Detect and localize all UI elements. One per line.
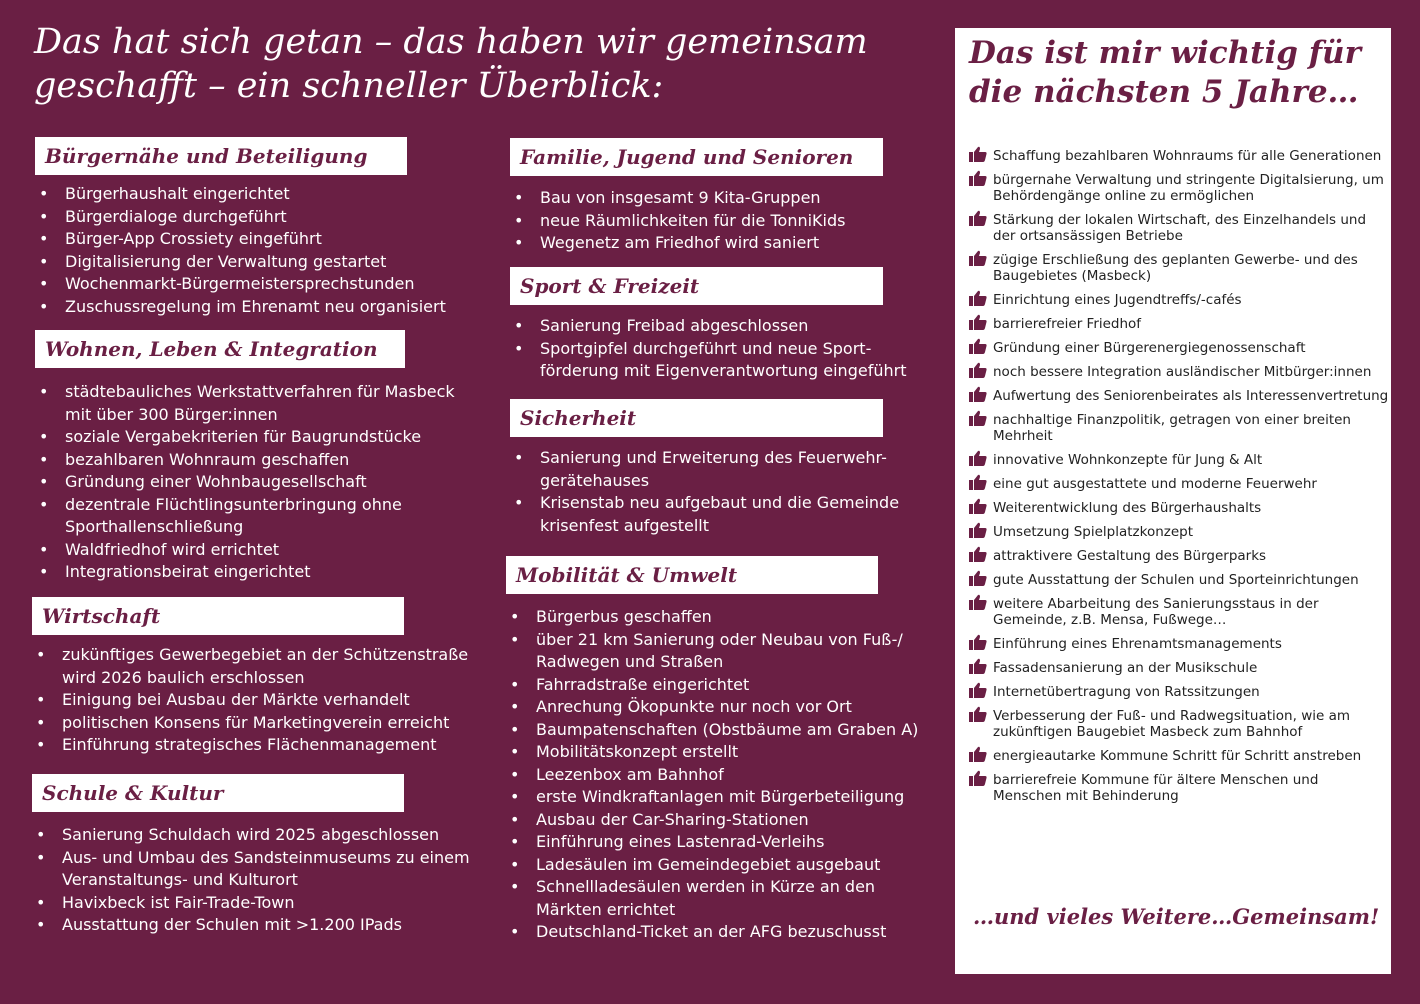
section-title: Bürgernähe und Beteiligung xyxy=(35,137,407,175)
thumbs-up-icon xyxy=(969,594,987,610)
list-item: • Bürger-App Crossiety eingeführt xyxy=(35,228,475,251)
section-mobilitaet xyxy=(506,556,926,944)
list-item: • städtebauliches Werkstattverfahren für Masbeck mit über 300 Bürger:innen xyxy=(35,381,465,426)
list-item: • dezentrale Flüchtlingsunterbringung ohne Sporthallenschließung xyxy=(35,494,465,539)
priority-item xyxy=(969,292,1389,308)
list-item: • bezahlbaren Wohnraum geschaffen xyxy=(35,449,465,472)
list-item: • Mobilitätskonzept erstellt xyxy=(506,741,926,764)
priority-text: Fassadensanierung an der Musikschule xyxy=(993,660,1258,676)
list-item: • Havixbeck ist Fair-Trade-Town xyxy=(32,892,472,915)
thumbs-up-icon xyxy=(969,570,987,586)
priority-text: Aufwertung des Seniorenbeirates als Interessenvertretung xyxy=(993,388,1389,404)
priority-item xyxy=(969,452,1389,468)
priorities-list xyxy=(969,148,1389,812)
list-item: • Digitalisierung der Verwaltung gestartet xyxy=(35,251,475,274)
priorities-panel xyxy=(955,28,1391,974)
bullet-list xyxy=(32,824,472,937)
priority-item xyxy=(969,772,1389,804)
list-item: • Sanierung und Erweiterung des Feuerwehr-gerätehauses xyxy=(510,447,910,492)
priority-text: Weiterentwicklung des Bürgerhaushalts xyxy=(993,500,1262,516)
priority-text: nachhaltige Finanzpolitik, getragen von einer breiten Mehrheit xyxy=(993,412,1351,444)
thumbs-up-icon xyxy=(969,146,987,162)
list-item: • neue Räumlichkeiten für die TonniKids xyxy=(510,210,920,233)
bullet-list xyxy=(510,187,920,255)
bullet-list xyxy=(35,381,465,584)
list-item: • Einführung eines Lastenrad-Verleihs xyxy=(506,831,926,854)
priority-item xyxy=(969,212,1389,244)
list-item: • Ladesäulen im Gemeindegebiet ausgebaut xyxy=(506,854,926,877)
bullet-list xyxy=(510,447,910,537)
list-item: • Gründung einer Wohnbaugesellschaft xyxy=(35,471,465,494)
priority-text: Verbesserung der Fuß- und Radwegsituation, wie am zukünftigen Baugebiet Masbeck zum Bahnhof xyxy=(993,708,1351,740)
thumbs-up-icon xyxy=(969,386,987,402)
list-item: • über 21 km Sanierung oder Neubau von Fuß-/ Radwegen und Straßen xyxy=(506,629,926,674)
priority-item xyxy=(969,660,1389,676)
list-item: • Anrechung Ökopunkte nur noch vor Ort xyxy=(506,696,926,719)
thumbs-up-icon xyxy=(969,634,987,650)
list-item: • Aus- und Umbau des Sandsteinmuseums zu einem Veranstaltungs- und Kulturort xyxy=(32,847,472,892)
priority-item xyxy=(969,636,1389,652)
thumbs-up-icon xyxy=(969,706,987,722)
priorities-title: Das ist mir wichtig für die nächsten 5 Jahre… xyxy=(969,35,1361,110)
section-title: Wohnen, Leben & Integration xyxy=(35,330,405,368)
priority-text: attraktivere Gestaltung des Bürgerparks xyxy=(993,548,1267,564)
list-item: • Einigung bei Ausbau der Märkte verhandelt xyxy=(32,689,472,712)
section-familie xyxy=(510,138,920,255)
section-wirtschaft xyxy=(32,597,472,757)
bullet-list xyxy=(35,183,475,318)
section-title: Sport & Freizeit xyxy=(510,267,883,305)
thumbs-up-icon xyxy=(969,250,987,266)
list-item: • Baumpatenschaften (Obstbäume am Graben A) xyxy=(506,719,926,742)
list-item: • Sanierung Freibad abgeschlossen xyxy=(510,315,920,338)
thumbs-up-icon xyxy=(969,410,987,426)
priority-item xyxy=(969,548,1389,564)
list-item: • soziale Vergabekriterien für Baugrundstücke xyxy=(35,426,465,449)
priority-item xyxy=(969,252,1389,284)
priority-text: barrierefreie Kommune für ältere Menschen und Menschen mit Behinderung xyxy=(993,772,1319,804)
thumbs-up-icon xyxy=(969,498,987,514)
thumbs-up-icon xyxy=(969,522,987,538)
section-sport xyxy=(510,267,920,383)
headline: Das hat sich getan – das haben wir gemeinsam geschafft – ein schneller Überblick: xyxy=(34,22,868,106)
thumbs-up-icon xyxy=(969,338,987,354)
list-item: • Bau von insgesamt 9 Kita-Gruppen xyxy=(510,187,920,210)
thumbs-up-icon xyxy=(969,474,987,490)
list-item: • Einführung strategisches Flächenmanagement xyxy=(32,734,472,757)
priority-item xyxy=(969,412,1389,444)
section-title: Mobilität & Umwelt xyxy=(506,556,878,594)
priority-item xyxy=(969,172,1389,204)
priority-text: noch bessere Integration ausländischer Mitbürger:innen xyxy=(993,364,1372,380)
priority-text: weitere Abarbeitung des Sanierungsstaus in der Gemeinde, z.B. Mensa, Fußwege… xyxy=(993,596,1319,628)
priority-item xyxy=(969,748,1389,764)
section-title: Schule & Kultur xyxy=(32,774,404,812)
list-item: • Ausstattung der Schulen mit >1.200 IPads xyxy=(32,914,472,937)
priority-text: Einführung eines Ehrenamtsmanagements xyxy=(993,636,1282,652)
priority-text: innovative Wohnkonzepte für Jung & Alt xyxy=(993,452,1263,468)
thumbs-up-icon xyxy=(969,290,987,306)
section-buergernaehe xyxy=(35,137,475,318)
priority-text: Stärkung der lokalen Wirtschaft, des Einzelhandels und der ortsansässigen Betriebe xyxy=(993,212,1367,244)
list-item: • Deutschland-Ticket an der AFG bezuschusst xyxy=(506,921,926,944)
list-item: • Wegenetz am Friedhof wird saniert xyxy=(510,232,920,255)
list-item: • Leezenbox am Bahnhof xyxy=(506,764,926,787)
list-item: • Sanierung Schuldach wird 2025 abgeschlossen xyxy=(32,824,472,847)
priority-item xyxy=(969,684,1389,700)
section-schule xyxy=(32,774,472,937)
priority-item xyxy=(969,524,1389,540)
priority-text: barrierefreier Friedhof xyxy=(993,316,1142,332)
priority-item xyxy=(969,476,1389,492)
list-item: • Zuschussregelung im Ehrenamt neu organisiert xyxy=(35,296,475,319)
priority-text: Internetübertragung von Ratssitzungen xyxy=(993,684,1260,700)
section-title: Sicherheit xyxy=(510,399,883,437)
priority-text: eine gut ausgestattete und moderne Feuerwehr xyxy=(993,476,1317,492)
thumbs-up-icon xyxy=(969,210,987,226)
priority-text: bürgernahe Verwaltung und stringente Digitalsierung, um Behördengänge online zu ermöglichen xyxy=(993,172,1384,204)
thumbs-up-icon xyxy=(969,170,987,186)
priority-item xyxy=(969,148,1389,164)
list-item: • Bürgerdialoge durchgeführt xyxy=(35,206,475,229)
list-item: • Fahrradstraße eingerichtet xyxy=(506,674,926,697)
list-item: • Schnellladesäulen werden in Kürze an den Märkten errichtet xyxy=(506,876,926,921)
thumbs-up-icon xyxy=(969,314,987,330)
bullet-list xyxy=(506,606,926,944)
priority-item xyxy=(969,572,1389,588)
section-sicherheit xyxy=(510,399,910,537)
bullet-list xyxy=(510,315,920,383)
list-item: • Waldfriedhof wird errichtet xyxy=(35,539,465,562)
list-item: • politischen Konsens für Marketingverein erreicht xyxy=(32,712,472,735)
thumbs-up-icon xyxy=(969,450,987,466)
priority-text: Gründung einer Bürgerenergiegenossenschaft xyxy=(993,340,1306,356)
list-item: • Wochenmarkt-Bürgermeistersprechstunden xyxy=(35,273,475,296)
priority-item xyxy=(969,364,1389,380)
priority-text: energieautarke Kommune Schritt für Schritt anstreben xyxy=(993,748,1362,764)
priority-item xyxy=(969,708,1389,740)
thumbs-up-icon xyxy=(969,546,987,562)
list-item: • Sportgipfel durchgeführt und neue Sport-förderung mit Eigenverantwortung eingeführt xyxy=(510,338,920,383)
priority-item xyxy=(969,500,1389,516)
thumbs-up-icon xyxy=(969,682,987,698)
section-title: Wirtschaft xyxy=(32,597,404,635)
thumbs-up-icon xyxy=(969,746,987,762)
priority-item xyxy=(969,316,1389,332)
priority-item xyxy=(969,596,1389,628)
thumbs-up-icon xyxy=(969,658,987,674)
list-item: • zukünftiges Gewerbegebiet an der Schützenstraße wird 2026 baulich erschlossen xyxy=(32,644,472,689)
thumbs-up-icon xyxy=(969,362,987,378)
list-item: • Ausbau der Car-Sharing-Stationen xyxy=(506,809,926,832)
bullet-list xyxy=(32,644,472,757)
list-item: • Bürgerbus geschaffen xyxy=(506,606,926,629)
section-wohnen xyxy=(35,330,465,584)
list-item: • Bürgerhaushalt eingerichtet xyxy=(35,183,475,206)
thumbs-up-icon xyxy=(969,770,987,786)
list-item: • Integrationsbeirat eingerichtet xyxy=(35,561,465,584)
priority-text: gute Ausstattung der Schulen und Sporteinrichtungen xyxy=(993,572,1359,588)
priority-text: Umsetzung Spielplatzkonzept xyxy=(993,524,1194,540)
priority-text: Schaffung bezahlbaren Wohnraums für alle Generationen xyxy=(993,148,1382,164)
list-item: • erste Windkraftanlagen mit Bürgerbeteiligung xyxy=(506,786,926,809)
priorities-footer: …und vieles Weitere…Gemeinsam! xyxy=(973,904,1380,929)
priority-item xyxy=(969,340,1389,356)
list-item: • Krisenstab neu aufgebaut und die Gemeinde krisenfest aufgestellt xyxy=(510,492,910,537)
priority-item xyxy=(969,388,1389,404)
priority-text: Einrichtung eines Jugendtreffs/-cafés xyxy=(993,292,1242,308)
section-title: Familie, Jugend und Senioren xyxy=(510,138,883,176)
priority-text: zügige Erschließung des geplanten Gewerbe- und des Baugebietes (Masbeck) xyxy=(993,252,1358,284)
